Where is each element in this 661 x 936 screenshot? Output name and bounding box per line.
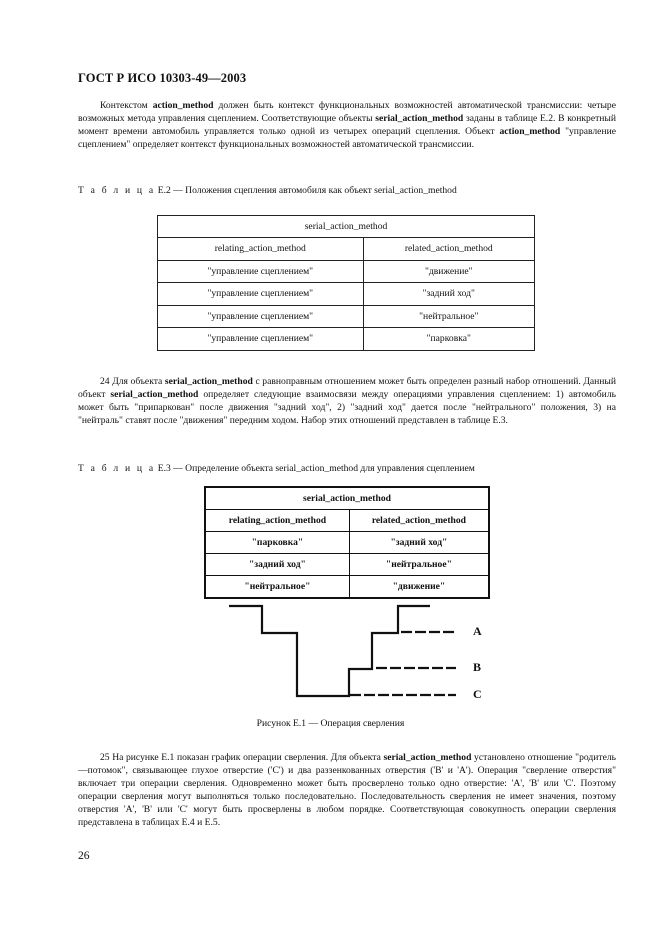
table-e2-col-related: related_action_method	[363, 238, 534, 261]
table-e3-title: serial_action_method	[205, 487, 489, 510]
drilling-operation-figure	[0, 600, 661, 710]
table-row: "управление сцеплением" "парковка"	[158, 328, 535, 351]
table-row: "управление сцеплением" "движение"	[158, 260, 535, 283]
table-e3	[204, 486, 490, 599]
paragraph-context: Контекстом action_method должен быть контекст функциональных возможностей автоматической трансмиссии: четыре возможных метода управления сцеплением. Соответствующие объекты serial_action_method заданы в таблице Е.2. В конкретный момент времени автомобиль управляется только одной из четырех операций сцепления. Объект action_method "управление сцеплением" определяет контекст функциональных возможностей автоматической трансмиссии.	[78, 100, 616, 150]
figure-caption: Рисунок Е.1 — Операция сверления	[256, 718, 405, 729]
document-header: ГОСТ Р ИСО 10303-49—2003	[78, 71, 247, 85]
table-e3-col-related: related_action_method	[349, 510, 489, 532]
table-e2-title: serial_action_method	[158, 216, 535, 238]
paragraph-25: 25 На рисунке Е.1 показан график операции сверления. Для объекта serial_action_method установлено отношение "родитель—потомок", связывающее глухое отверстие ('С') и два раззенкованных отверстия ('В' и 'А'). Операция "сверление отверстия" включает три операции сверления. Одновременно может быть просверлено только одно отверстие: 'А', 'В' или 'С'. Поэтому операции сверления могут выполняться только последовательно. Последовательность сверления не имеет значения, поэтому отверстия 'А', 'В' или 'С' могут быть просверлены в любом порядке. Соответствующая совокупность операции сверления представлена в таблицах Е.4 и Е.5.	[78, 752, 617, 828]
table-e3-col-relating: relating_action_method	[205, 510, 349, 532]
table-row: "управление сцеплением" "задний ход"	[158, 283, 535, 306]
figure-label-c: C	[473, 687, 482, 701]
table-row: "нейтральное" "движение"	[205, 576, 489, 599]
table-e3-caption: Т а б л и ц а Е.3 — Определение объекта serial_action_method для управления сцеплением	[78, 463, 475, 474]
table-row: "управление сцеплением" "нейтральное"	[158, 305, 535, 328]
table-e2-caption: Т а б л и ц а Е.2 — Положения сцепления автомобиля как объект serial_action_method	[78, 185, 457, 196]
page-number: 26	[78, 850, 90, 862]
drill-profile-line	[229, 606, 314, 696]
drill-profile-line-right	[314, 606, 430, 696]
figure-label-b: B	[473, 660, 482, 674]
table-e2	[157, 215, 535, 351]
table-e2-col-relating: relating_action_method	[158, 238, 364, 261]
paragraph-24: 24 Для объекта serial_action_method с равноправным отношением может быть определен разный набор отношений. Данный объект serial_action_method определяет следующие взаимосвязи между операциями управления сцеплением: 1) автомобиль может быть "припаркован" после движения "задний ход", 2) "задний ход" дается после "нейтрального" положения, 3) на "нейтраль" ставят после "движения" передним ходом. Набор этих отношений представлен в таблице Е.3.	[78, 376, 616, 426]
figure-label-a: A	[473, 624, 482, 638]
table-row: "задний ход" "нейтральное"	[205, 554, 489, 576]
table-row: "парковка" "задний ход"	[205, 532, 489, 554]
